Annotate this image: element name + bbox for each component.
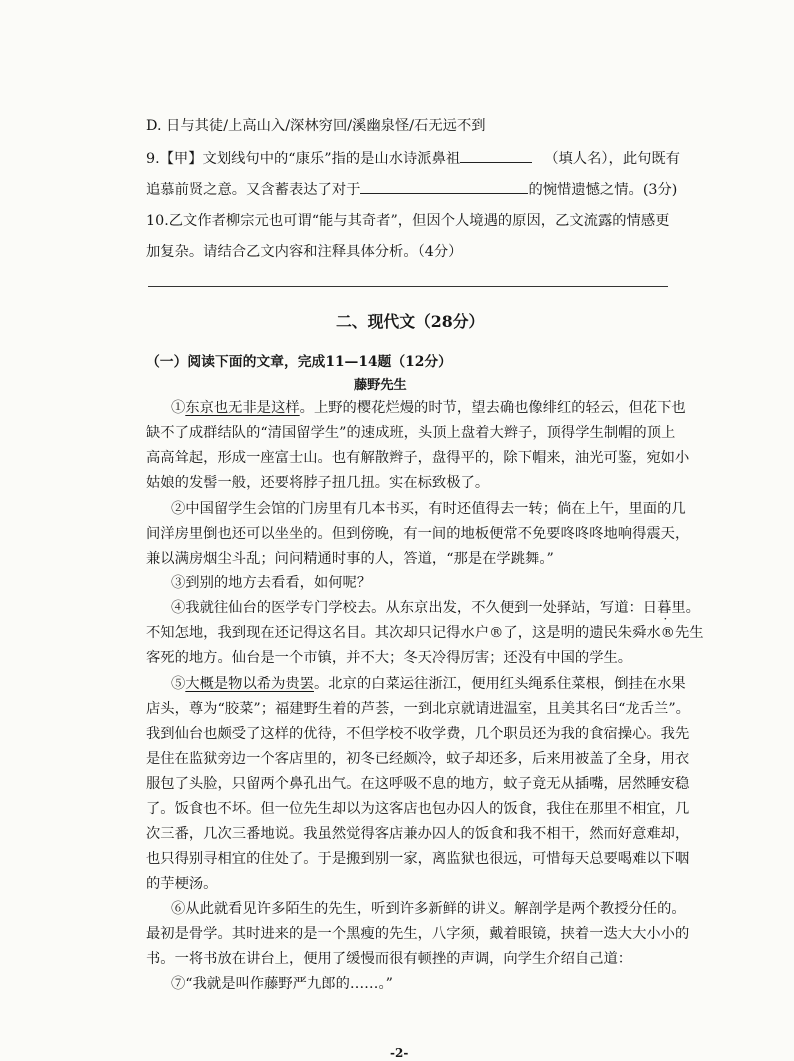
para-2-line-1: ②中国留学生会馆的门房里有几本书买，有时还值得去一转；倘在上午，里面的几	[171, 501, 686, 517]
para-1-rest: 。上野的樱花烂熳的时节，望去确也像绯红的轻云，但花下也	[299, 400, 686, 416]
para-1-line-1	[171, 397, 686, 417]
question-10-line-1: 10.乙文作者柳宗元也可谓“能与其奇者”，但因个人境遇的原因，乙文流露的情感更	[146, 213, 670, 229]
para-5-number: ⑤	[171, 676, 186, 692]
page-number: -2-	[390, 1046, 409, 1060]
para-5-line-4: 是住在监狱旁边一个客店里的，初冬已经颇冷，蚊子却还多，后来用被盖了全身，用衣	[146, 751, 690, 767]
para-1-number: ①	[171, 400, 186, 416]
q9-text-2: （填人名），此句既有	[544, 151, 681, 167]
para-5-rest: 。北京的白菜运往浙江，便用红头绳系住菜根，倒挂在水果	[313, 676, 686, 692]
para-5-line-3: 我到仙台也颇受了这样的优待，不但学校不收学费，几个职员还为我的食宿操心。我先	[146, 726, 690, 742]
para-5-line-7: 次三番，几次三番地说。我虽然觉得客店兼办囚人的饭食和我不相干，然而好意难却，	[146, 826, 690, 842]
para-4-dotted-char: 暮	[657, 600, 672, 616]
question-10-line-2: 加复杂。请结合乙文内容和注释具体分析。（4分）	[146, 244, 463, 260]
para-1-line-3: 高高耸起，形成一座富士山。也有解散辫子，盘得平的，除下帽来，油光可鉴，宛如小	[146, 450, 690, 466]
para-1-line-4: 姑娘的发髻一般，还要将脖子扭几扭。实在标致极了。	[146, 475, 490, 491]
para-5-line-2: 店头，尊为“胶菜”；福建野生着的芦荟，一到北京就请进温室，且美其名曰“龙舌兰”。	[146, 701, 690, 717]
para-4-line-1	[171, 597, 700, 617]
para-6-line-3: 书。一将书放在讲台上，便用了缓慢而很有顿挫的声调，向学生介绍自己道：	[146, 951, 633, 967]
para-4-line-3: 客死的地方。仙台是一个市镇，并不大；冬天冷得厉害；还没有中国的学生。	[146, 650, 633, 666]
q9-text-4: 的惋惜遗憾之情。(3分)	[528, 182, 678, 198]
subsection-title: （一）阅读下面的文章，完成11—14题（12分）	[146, 354, 452, 370]
para-5-underlined: 大概是物以希为贵罢	[185, 676, 314, 692]
para-1-underlined: 东京也无非是这样	[185, 400, 300, 416]
q9-blank-object	[360, 179, 528, 194]
para-5-line-9: 的芋梗汤。	[146, 876, 218, 892]
para-5-line-5: 服包了头脸，只留两个鼻孔出气。在这呼吸不息的地方，蚊子竟无从插嘴，居然睡安稳	[146, 776, 690, 792]
para-4-line-2: 不知怎地，我到现在还记得这名目。其次却只记得水户®了，这是明的遗民朱舜水®先生	[146, 625, 704, 641]
para-6-line-2: 最初是骨学。其时进来的是一个黑瘦的先生，八字须，戴着眼镜，挟着一迭大大小小的	[146, 926, 690, 942]
section-title: 二、现代文（28分）	[336, 312, 485, 331]
para-3: ③到别的地方去看看，如何呢？	[171, 575, 372, 591]
para-6-line-1: ⑥从此就看见许多陌生的先生，听到许多新鲜的讲义。解剖学是两个教授分任的。	[171, 901, 686, 917]
para-5-line-6: 了。饭食也不坏。但一位先生却以为这客店也包办囚人的饭食，我住在那里不相宜，几	[146, 801, 690, 817]
question-9-line-2	[146, 179, 677, 199]
para-2-line-2: 间洋房里倒也还可以坐坐的。但到傍晚，有一间的地板便常不免要咚咚咚地响得震天，	[146, 526, 690, 542]
para-5-line-8: 也只得别寻相宜的住处了。于是搬到别一家，离监狱也很远，可惜每天总要喝难以下咽	[146, 851, 690, 867]
question-9-line-1	[146, 148, 680, 168]
q9-text-3: 追慕前贤之意。又含蓄表达了对于	[146, 182, 361, 198]
para-4-text: ④我就往仙台的医学专门学校去。从东京出发，不久便到一处驿站，写道：日	[171, 600, 658, 616]
para-4-text-end: 里。	[671, 600, 700, 616]
para-1-line-2: 缺不了成群结队的“清国留学生”的速成班，头顶上盘着大辫子，顶得学生制帽的顶上	[146, 425, 676, 441]
para-2-line-3: 兼以满房烟尘斗乱；问问精通时事的人，答道，“那是在学跳舞。”	[146, 551, 554, 567]
para-5-line-1	[171, 673, 686, 693]
option-d: D. 日与其徒/上高山入/深林穷回/溪幽泉怪/石无远不到	[146, 118, 486, 134]
para-7: ⑦“我就是叫作藤野严九郎的……。”	[171, 976, 393, 992]
q9-text-1: 9.【甲】文划线句中的“康乐”指的是山水诗派鼻祖	[146, 151, 461, 167]
article-title: 藤野先生	[354, 378, 407, 393]
q9-blank-name	[460, 148, 532, 163]
answer-line	[148, 286, 668, 287]
